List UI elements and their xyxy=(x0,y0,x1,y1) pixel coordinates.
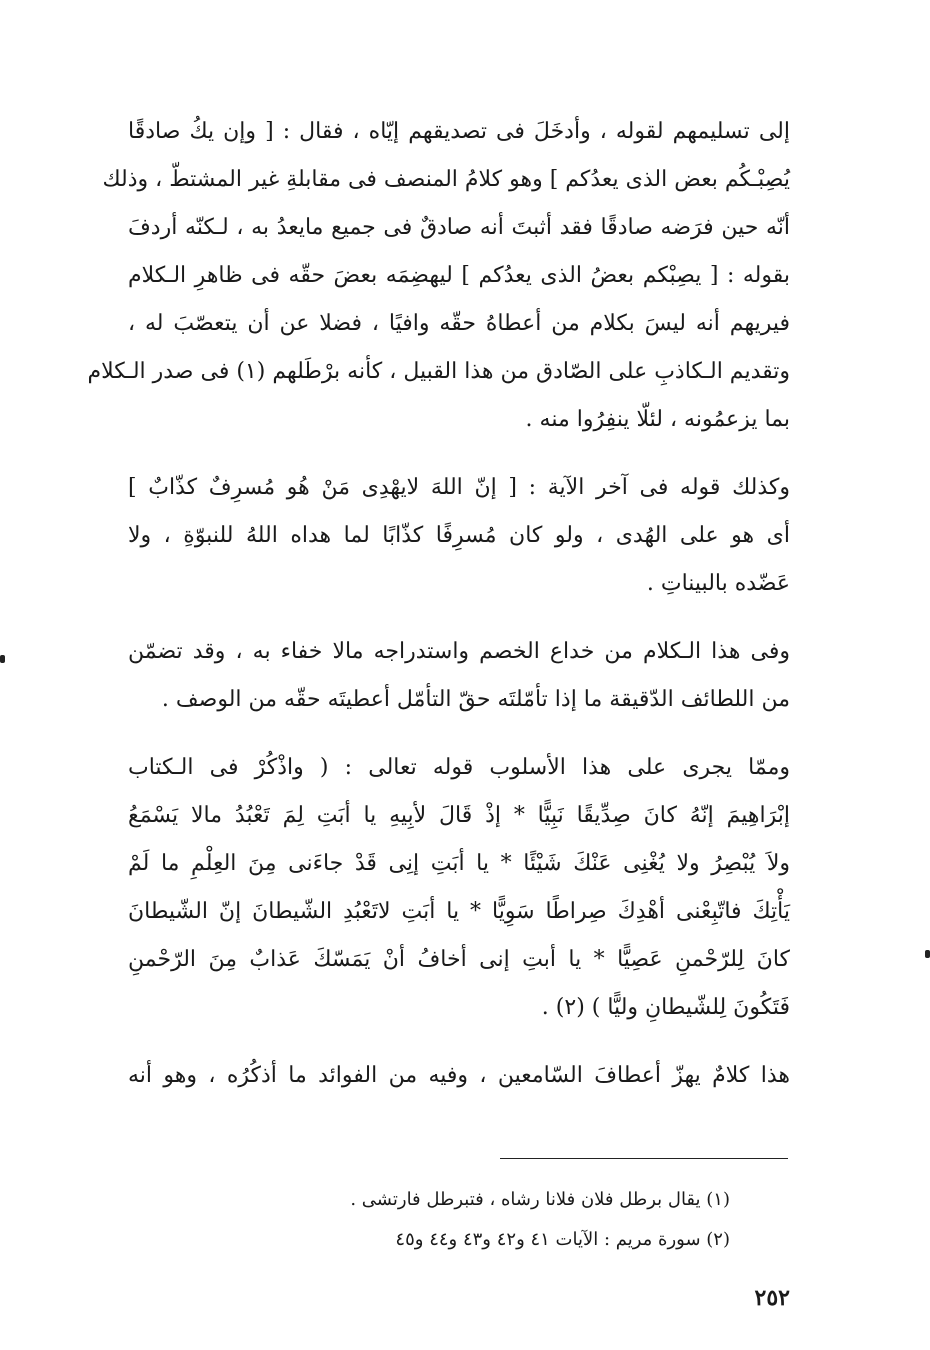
scan-margin-mark xyxy=(925,950,930,958)
footnote-separator xyxy=(500,1158,788,1159)
text-line: هذا كلامٌ يهزّ أعطافَ السّامعين ، وفيه من الفوائد ما أذكُرُه ، وهو أنه xyxy=(128,1063,790,1088)
paragraph-1 xyxy=(87,108,790,444)
paragraph-4 xyxy=(128,744,790,1032)
text-line: بما يزعمُونه ، لئلّا ينفِرُوا منه . xyxy=(525,407,790,432)
paragraph-2 xyxy=(128,464,790,608)
text-line: إلى تسليمهم لقوله ، وأدخَلَ فى تصديقهم إيّاه ، فقال : [ وإن يكُ صادقًا xyxy=(128,119,790,144)
text-line: من اللطائف الدّقيقة ما إذا تأمّلتَه حقّ التأمّل أعطيتَه حقّه من الوصف . xyxy=(161,687,790,712)
paragraph-spacing xyxy=(128,1032,790,1052)
text-line: بقوله : [ يصِبْكم بعضُ الذى يعدُكم ] ليهضِمَه بعضَ حقّه فى ظاهرِ الـكلام xyxy=(128,263,790,288)
text-line: عَضّده بالبيناتِ . xyxy=(646,571,790,596)
paragraph-spacing xyxy=(128,724,790,744)
text-line: وممّا يجرى على هذا الأسلوب قوله تعالى : ( واذْكُرْ فى الـكتاب xyxy=(128,755,790,780)
text-line: ولاَ يُبْصِرُ ولا يُغْنِى عَنْكَ شَيْئًا * يا أبَتِ إنِى قَدْ جاءَنى مِنَ العِلْمِ ما لَمْ xyxy=(128,851,790,876)
paragraph-spacing xyxy=(128,444,790,464)
text-line: أنّه حين فرَضه صادقًا فقد أثبتَ أنه صادقٌ فى جميع مايعدُ به ، لـكنّه أردفَ xyxy=(128,215,790,240)
paragraph-3 xyxy=(128,628,790,724)
main-text xyxy=(87,108,790,1100)
text-line: إبْرَاهِيمَ إنّهُ كانَ صِدِّيقًا نَبِيًّا * إذْ قَالَ لأبِيهِ يا أبَتِ لِمَ تَعْبُدُ مالا يَسْمَعُ xyxy=(128,803,790,828)
footnotes xyxy=(260,1180,730,1260)
text-line: فيريهم أنه ليسَ بكلام من أعطاهُ حقّه وافيًا ، فضلا عن أن يتعصّبَ له ، xyxy=(128,311,790,336)
page-number: ٢٥٢ xyxy=(754,1285,790,1311)
scan-margin-mark xyxy=(0,655,5,663)
text-line: أى هو على الهُدى ، ولو كان مُسرِفًا كذّابًا لما هداه اللهُ للنبوّةِ ، ولا xyxy=(128,523,790,548)
text-line: كانَ لِلرّحْمنِ عَصِيًّا * يا أبتِ إنى أخافُ أنْ يَمَسّكَ عَذابٌ مِنَ الرّحْمنِ xyxy=(128,947,790,972)
paragraph-5 xyxy=(128,1052,790,1100)
text-line: وفى هذا الـكلام من خداع الخصم واستدراجه مالا خفاء به ، وقد تضمّن xyxy=(128,639,790,664)
text-line: وتقديم الـكاذبِ على الصّادق من هذا القبيل ، كأنه برْطَلهم (١) فى صدر الـكلام xyxy=(87,359,790,384)
text-line: فَتَكُونَ لِلشّيطانِ وليًّا ) (٢) . xyxy=(541,995,790,1020)
text-line: يُصِبْـكُم بعض الذى يعدُكم ] وهو كلامُ المنصف فى مقابلةِ غير المشتطّ ، وذلك xyxy=(102,167,790,192)
text-line: وكذلك قوله فى آخر الآية : [ إنّ اللهَ لايهْدِى مَنْ هُو مُسرِفٌ كذّابٌ ] xyxy=(128,475,790,500)
footnote-1: (١) يقال برطل فلان فلانا رشاه ، فتبرطل فارتشى . xyxy=(350,1189,730,1210)
footnote-2: (٢) سورة مريم : الآيات ٤١ و٤٢ و٤٣ و٤٤ و٤٥ xyxy=(395,1229,730,1250)
text-line: يَأْتِكَ فاتّبِعْنى أهْدِكَ صِراطًا سَوِيًّا * يا أبَتِ لاتَعْبُدِ الشّيطانَ إنّ الشّيطانَ xyxy=(128,899,790,924)
paragraph-spacing xyxy=(128,608,790,628)
